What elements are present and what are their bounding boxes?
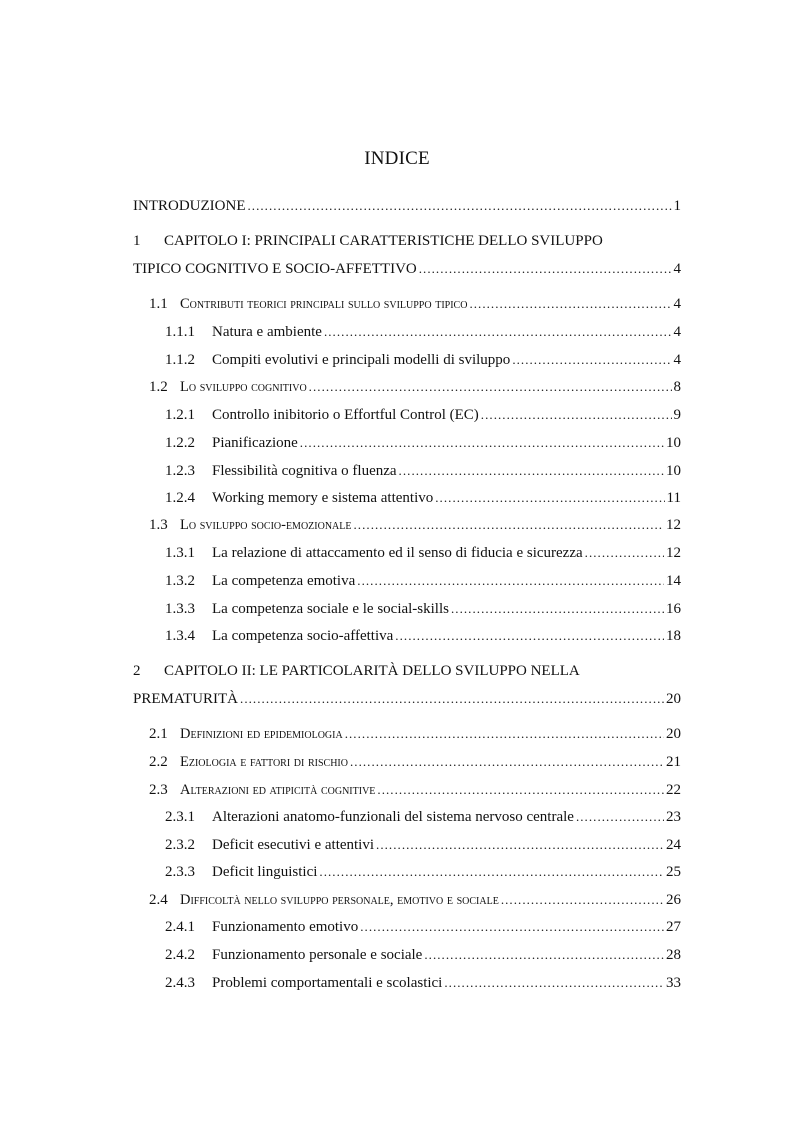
toc-leader xyxy=(350,752,664,772)
toc-leader xyxy=(360,917,664,937)
toc-label: La relazione di attaccamento ed il senso di fiducia e sicurezza xyxy=(212,545,583,561)
toc-leader xyxy=(451,599,664,619)
toc-number: 1.3.4 xyxy=(165,628,195,644)
toc-entry-introduzione[interactable] xyxy=(133,196,681,216)
toc-leader xyxy=(300,433,664,453)
toc-section-1-3[interactable] xyxy=(149,515,681,535)
toc-page: 12 xyxy=(666,517,681,533)
toc-subsection-1-3-4[interactable] xyxy=(165,626,681,646)
toc-label: Lo sviluppo cognitivo xyxy=(180,379,307,395)
toc-number: 2.4.2 xyxy=(165,947,195,963)
toc-leader xyxy=(444,973,664,993)
toc-number: 2.4 xyxy=(149,892,168,908)
toc-leader xyxy=(435,488,664,508)
toc-number: 1.1 xyxy=(149,296,168,312)
toc-subsection-1-1-2[interactable] xyxy=(165,350,681,370)
toc-label: Compiti evolutivi e principali modelli di sviluppo xyxy=(212,352,511,368)
toc-subsection-2-3-1[interactable] xyxy=(165,807,681,827)
toc-label: Working memory e sistema attentivo xyxy=(212,490,434,506)
toc-subsection-1-1-1[interactable] xyxy=(165,322,681,342)
toc-section-1-2[interactable] xyxy=(149,377,681,397)
toc-label: Flessibilità cognitiva o fluenza xyxy=(212,463,397,479)
toc-page: 8 xyxy=(673,379,681,395)
page-title: INDICE xyxy=(364,148,430,169)
toc-leader xyxy=(354,515,665,535)
toc-leader xyxy=(576,807,664,827)
toc-label: Difficoltà nello sviluppo personale, emotivo e sociale xyxy=(180,892,499,908)
toc-label: La competenza socio-affettiva xyxy=(212,628,394,644)
toc-section-2-3[interactable] xyxy=(149,780,681,800)
toc-leader xyxy=(399,461,664,481)
toc-leader xyxy=(512,350,671,370)
toc-number: 1.2.1 xyxy=(165,407,195,423)
toc-number: 2.4.3 xyxy=(165,975,195,991)
toc-page: 14 xyxy=(666,573,681,589)
toc-page: 10 xyxy=(666,463,681,479)
toc-subsection-1-3-3[interactable] xyxy=(165,599,681,619)
toc-number: 2.3.1 xyxy=(165,809,195,825)
toc-leader xyxy=(240,689,664,709)
toc-page: 18 xyxy=(666,628,681,644)
toc-subsection-2-3-3[interactable] xyxy=(165,862,681,882)
toc-page: 20 xyxy=(666,726,681,742)
toc-page: 12 xyxy=(666,545,681,561)
toc-subsection-1-2-3[interactable] xyxy=(165,461,681,481)
toc-page: 1 xyxy=(673,198,681,214)
toc-page: 16 xyxy=(666,601,681,617)
toc-subsection-1-2-1[interactable] xyxy=(165,405,681,425)
toc-page: 26 xyxy=(666,892,681,908)
toc-chapter-2-line2[interactable] xyxy=(133,689,681,709)
toc-label: Funzionamento emotivo xyxy=(212,919,359,935)
toc-chapter-1-line1[interactable] xyxy=(133,231,681,251)
toc-leader xyxy=(424,945,664,965)
toc-section-2-1[interactable] xyxy=(149,724,681,744)
toc-section-2-4[interactable] xyxy=(149,890,681,910)
toc-leader xyxy=(309,377,672,397)
toc-page: 4 xyxy=(673,261,681,277)
toc-label: TIPICO COGNITIVO E SOCIO-AFFETTIVO xyxy=(133,261,417,277)
toc-leader xyxy=(377,780,664,800)
toc-page: 4 xyxy=(673,352,681,368)
toc-number: 1.2.4 xyxy=(165,490,195,506)
toc-page: 21 xyxy=(666,754,681,770)
toc-label: Controllo inibitorio o Effortful Control (EC) xyxy=(212,407,479,423)
toc-number: 2.3 xyxy=(149,782,168,798)
toc-leader xyxy=(419,259,672,279)
toc-page: 27 xyxy=(666,919,681,935)
toc-subsection-1-2-2[interactable] xyxy=(165,433,681,453)
toc-leader xyxy=(469,294,671,314)
toc-subsection-1-3-2[interactable] xyxy=(165,571,681,591)
toc-label: Pianificazione xyxy=(212,435,298,451)
toc-page: 22 xyxy=(666,782,681,798)
toc-number: 2.4.1 xyxy=(165,919,195,935)
toc-label: Contributi teorici principali sullo sviluppo tipico xyxy=(180,296,468,312)
toc-label: Deficit esecutivi e attentivi xyxy=(212,837,375,853)
toc-page: 11 xyxy=(666,490,681,506)
toc-page: 4 xyxy=(673,296,681,312)
toc-label: CAPITOLO I: PRINCIPALI CARATTERISTICHE DELLO SVILUPPO xyxy=(164,233,603,249)
toc-number: 2 xyxy=(133,663,141,679)
toc-label: La competenza sociale e le social-skills xyxy=(212,601,449,617)
toc-page: 28 xyxy=(666,947,681,963)
toc-leader xyxy=(376,835,664,855)
toc-page: 23 xyxy=(666,809,681,825)
toc-label: Problemi comportamentali e scolastici xyxy=(212,975,443,991)
toc-leader xyxy=(357,571,664,591)
toc-label: Funzionamento personale e sociale xyxy=(212,947,423,963)
toc-number: 1 xyxy=(133,233,141,249)
toc-subsection-2-4-2[interactable] xyxy=(165,945,681,965)
toc-label: Deficit linguistici xyxy=(212,864,318,880)
toc-label: La competenza emotiva xyxy=(212,573,356,589)
toc-section-1-1[interactable] xyxy=(149,294,681,314)
toc-page: 10 xyxy=(666,435,681,451)
toc-subsection-1-2-4[interactable] xyxy=(165,488,681,508)
toc-label: Eziologia e fattori di rischio xyxy=(180,754,348,770)
toc-number: 1.2.2 xyxy=(165,435,195,451)
toc-label: PREMATURITÀ xyxy=(133,691,239,707)
toc-number: 1.3.2 xyxy=(165,573,195,589)
toc-number: 2.3.2 xyxy=(165,837,195,853)
toc-leader xyxy=(481,405,672,425)
toc-page: 9 xyxy=(673,407,681,423)
toc-number: 1.1.2 xyxy=(165,352,195,368)
toc-subsection-2-4-1[interactable] xyxy=(165,917,681,937)
toc-number: 1.3.1 xyxy=(165,545,195,561)
toc-leader xyxy=(319,862,664,882)
toc-page: 20 xyxy=(666,691,681,707)
toc-page: 24 xyxy=(666,837,681,853)
toc-number: 2.1 xyxy=(149,726,168,742)
toc-page: 33 xyxy=(666,975,681,991)
toc-number: 1.3.3 xyxy=(165,601,195,617)
toc-number: 2.2 xyxy=(149,754,168,770)
toc-number: 1.2 xyxy=(149,379,168,395)
toc-leader xyxy=(585,543,664,563)
toc-label: Alterazioni anatomo-funzionali del sistema nervoso centrale xyxy=(212,809,574,825)
toc-number: 1.2.3 xyxy=(165,463,195,479)
toc-label: CAPITOLO II: LE PARTICOLARITÀ DELLO SVILUPPO NELLA xyxy=(164,663,580,679)
toc-label: Natura e ambiente xyxy=(212,324,322,340)
toc-subsection-1-3-1[interactable] xyxy=(165,543,681,563)
toc-leader xyxy=(324,322,672,342)
toc-number: 2.3.3 xyxy=(165,864,195,880)
toc-leader xyxy=(345,724,664,744)
toc-number: 1.3 xyxy=(149,517,168,533)
toc-subsection-2-3-2[interactable] xyxy=(165,835,681,855)
toc-label: Definizioni ed epidemiologia xyxy=(180,726,343,742)
toc-leader xyxy=(501,890,664,910)
toc-number: 1.1.1 xyxy=(165,324,195,340)
toc-leader xyxy=(395,626,664,646)
toc-label: Alterazioni ed atipicità cognitive xyxy=(180,782,376,798)
toc-chapter-2-line1[interactable] xyxy=(133,661,681,681)
toc-leader xyxy=(247,196,671,216)
toc-page: 4 xyxy=(673,324,681,340)
toc-chapter-1-line2[interactable] xyxy=(133,259,681,279)
toc-label: INTRODUZIONE xyxy=(133,198,246,214)
toc-label: Lo sviluppo socio-emozionale xyxy=(180,517,352,533)
toc-page: 25 xyxy=(666,864,681,880)
toc-section-2-2[interactable] xyxy=(149,752,681,772)
toc-subsection-2-4-3[interactable] xyxy=(165,973,681,993)
